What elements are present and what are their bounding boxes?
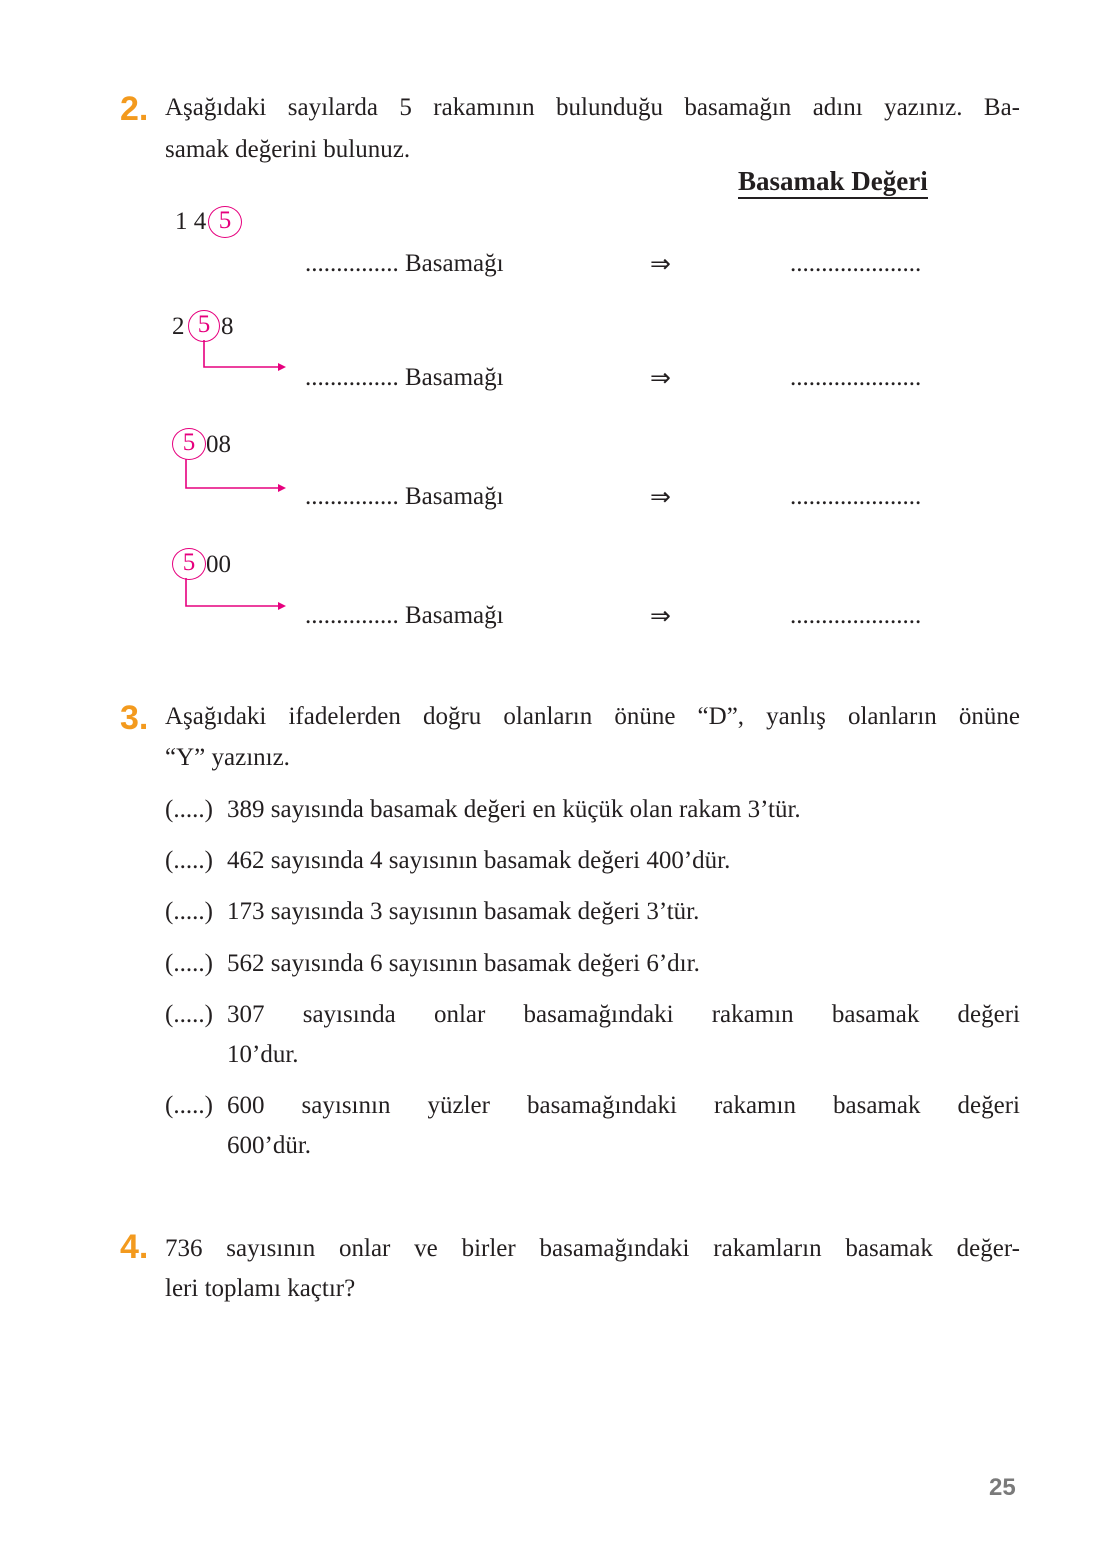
place-name-blank: ............... Basamağı xyxy=(305,250,504,277)
statement-text: 307 sayısında onlar basamağındaki rakamın basamak değeri xyxy=(227,1001,1020,1028)
place-value-blank: ..................... xyxy=(790,602,922,629)
number-258-suffix: 8 xyxy=(221,313,234,340)
answer-blank: (.....) xyxy=(165,1001,213,1028)
circled-digit: 5 xyxy=(188,310,220,342)
place-value-blank: ..................... xyxy=(790,250,922,277)
number-500-suffix: 00 xyxy=(206,551,231,578)
place-value-blank: ..................... xyxy=(790,364,922,391)
statement-text: 389 sayısında basamak değeri en küçük olan rakam 3’tür. xyxy=(227,796,801,823)
implies-arrow-icon: ⇒ xyxy=(650,363,671,392)
question-3-prompt-line-2: “Y” yazınız. xyxy=(165,744,290,771)
answer-blank: (.....) xyxy=(165,847,213,874)
question-3-number: 3. xyxy=(120,699,149,737)
pointer-arrow-icon xyxy=(180,578,290,614)
page-number: 25 xyxy=(989,1474,1016,1501)
statement-text: 562 sayısında 6 sayısının basamak değeri 6’dır. xyxy=(227,950,700,977)
implies-arrow-icon: ⇒ xyxy=(650,601,671,630)
statement-text: 173 sayısında 3 sayısının basamak değeri 3’tür. xyxy=(227,898,700,925)
circled-digit: 5 xyxy=(172,428,206,460)
number-258-prefix: 2 xyxy=(172,313,185,340)
statement-text: 462 sayısında 4 sayısının basamak değeri 400’dür. xyxy=(227,847,731,874)
answer-blank: (.....) xyxy=(165,796,213,823)
statement-text-continued: 600’dür. xyxy=(227,1132,312,1159)
number-508-suffix: 08 xyxy=(206,431,231,458)
circled-digit: 5 xyxy=(208,206,242,238)
number-145-prefix: 1 4 xyxy=(175,208,207,235)
place-name-blank: ............... Basamağı xyxy=(305,364,504,391)
pointer-arrow-icon xyxy=(198,340,290,376)
question-2-prompt-line-2: samak değerini bulunuz. xyxy=(165,136,411,163)
place-name-blank: ............... Basamağı xyxy=(305,483,504,510)
place-name-blank: ............... Basamağı xyxy=(305,602,504,629)
statement-text-continued: 10’dur. xyxy=(227,1041,299,1068)
question-2-prompt-line-1: Aşağıdaki sayılarda 5 rakamının bulunduğu basamağın adını yazınız. Ba- xyxy=(165,94,1020,121)
answer-blank: (.....) xyxy=(165,950,213,977)
question-4-prompt-line-1: 736 sayısının onlar ve birler basamağındaki rakamların basamak değer- xyxy=(165,1235,1020,1262)
question-3-prompt-line-1: Aşağıdaki ifadelerden doğru olanların önüne “D”, yanlış olanların önüne xyxy=(165,703,1020,730)
answer-blank: (.....) xyxy=(165,898,213,925)
column-header-basamak-degeri: Basamak Değeri xyxy=(738,166,928,199)
question-4-prompt-line-2: leri toplamı kaçtır? xyxy=(165,1275,356,1302)
implies-arrow-icon: ⇒ xyxy=(650,482,671,511)
statement-text: 600 sayısının yüzler basamağındaki rakamın basamak değeri xyxy=(227,1092,1020,1119)
question-2-number: 2. xyxy=(120,90,149,128)
pointer-arrow-icon xyxy=(180,459,290,495)
answer-blank: (.....) xyxy=(165,1092,213,1119)
question-4-number: 4. xyxy=(120,1228,149,1266)
place-value-blank: ..................... xyxy=(790,483,922,510)
circled-digit: 5 xyxy=(172,548,206,580)
implies-arrow-icon: ⇒ xyxy=(650,249,671,278)
